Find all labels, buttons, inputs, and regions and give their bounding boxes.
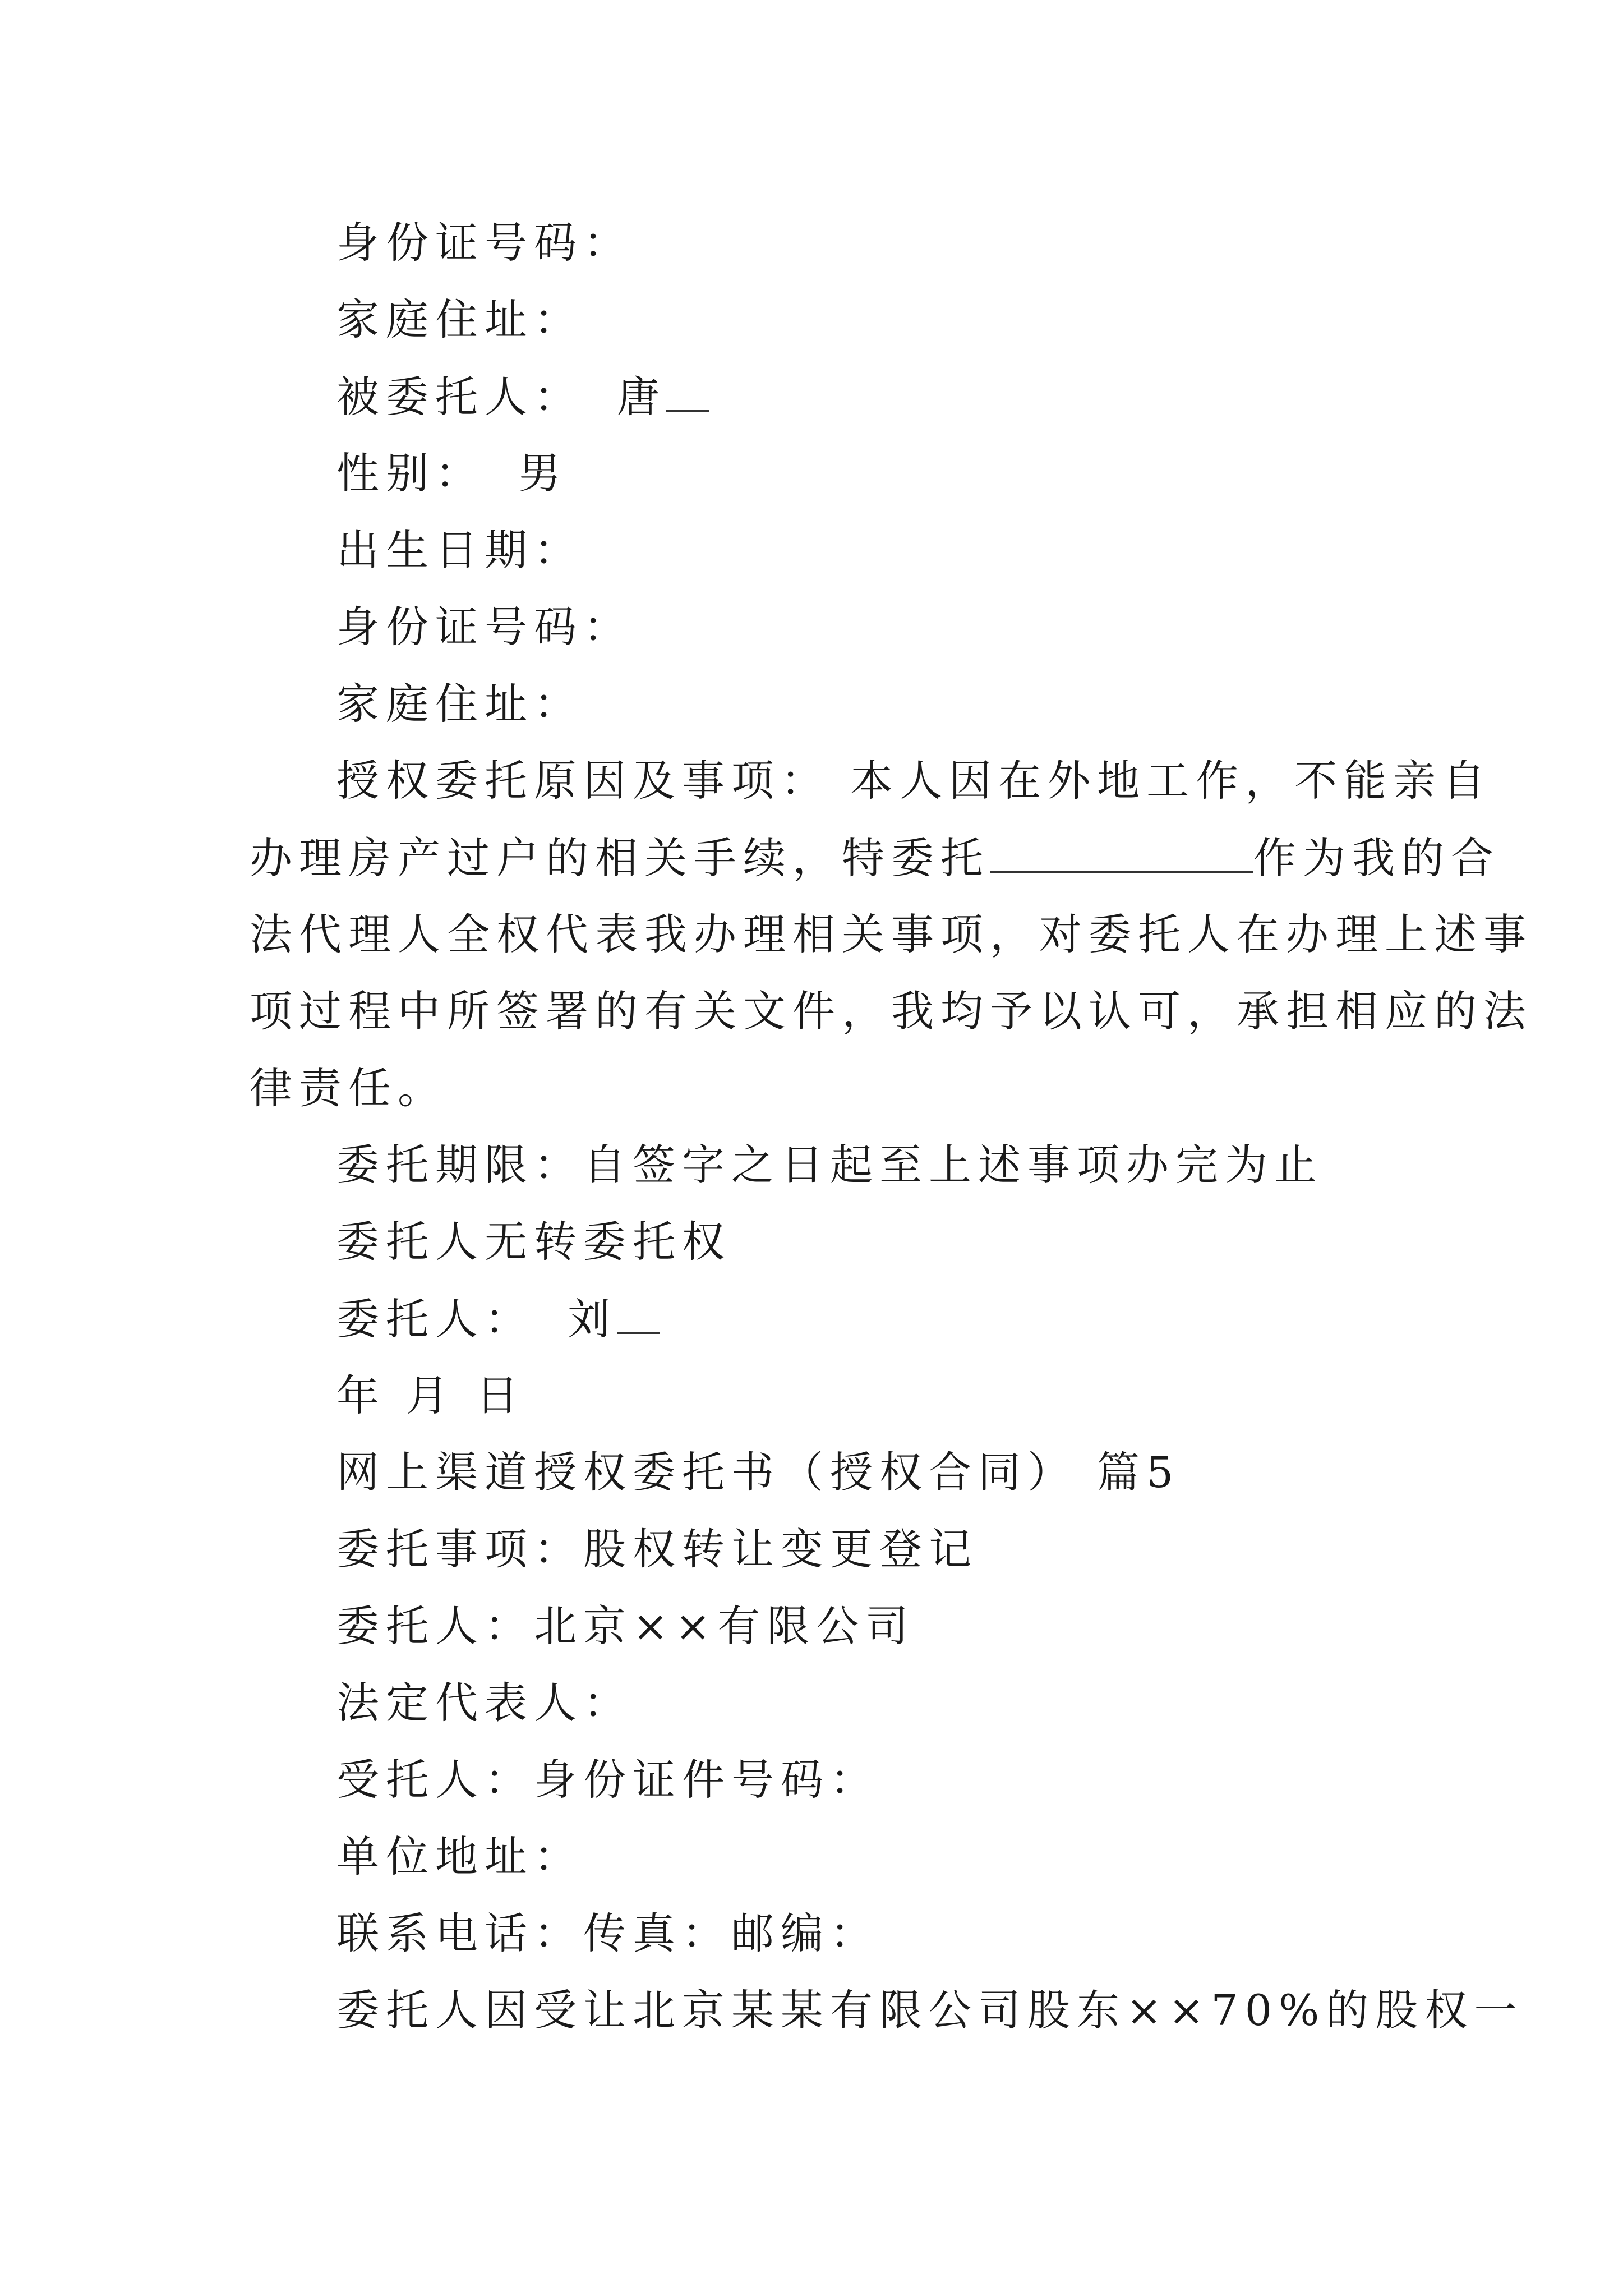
home-address-field-2: 家庭住址： (336, 679, 583, 729)
unit-address-line: 单位地址： (336, 1832, 583, 1881)
contact-line: 联系电话：传真：邮编： (336, 1908, 879, 1958)
gender-line (336, 448, 568, 498)
no-subdelegation-line: 委托人无转委托权 (336, 1217, 731, 1267)
body-paragraph-start: 委托人因受让北京某某有限公司股东××70%的股权一 (336, 1985, 1524, 2035)
reason-line-3: 法代理人全权代表我办理相关事项，对委托人在办理上述事 (250, 909, 1533, 959)
principal-label: 委托人： (336, 1294, 534, 1344)
trustee-name: 唐 (617, 372, 666, 422)
legal-representative-line: 法定代表人： (336, 1678, 633, 1728)
principal-name: 刘 (568, 1294, 617, 1344)
id-number-field-1: 身份证号码： (336, 218, 633, 268)
birth-date-field: 出生日期： (336, 525, 583, 575)
trustee-name-blank (666, 375, 709, 412)
date-line: 年 月 日 (336, 1370, 525, 1420)
principal-company-line: 委托人：北京××有限公司 (336, 1601, 915, 1651)
reason-line-2-end: 作为我的合 (1253, 833, 1500, 883)
reason-line-2 (250, 833, 1500, 883)
home-address-field-1: 家庭住址： (336, 295, 583, 344)
principal-signature-line (336, 1294, 660, 1344)
reason-line-1: 授权委托原因及事项： 本人因在外地工作，不能亲自 (336, 756, 1492, 806)
reason-line-2-start: 办理房产过户的相关手续，特委托 (250, 833, 990, 883)
reason-line-4: 项过程中所签署的有关文件，我均予以认可，承担相应的法 (250, 986, 1533, 1036)
id-number-field-2: 身份证号码： (336, 602, 633, 652)
trustee-label: 被委托人： (336, 372, 583, 422)
term-line: 委托期限：自签字之日起至上述事项办完为止 (336, 1140, 1324, 1190)
reason-line-5: 律责任。 (250, 1063, 447, 1113)
trustee-line (336, 372, 709, 422)
matter-line: 委托事项：股权转让变更登记 (336, 1524, 978, 1574)
gender-value: 男 (518, 448, 568, 498)
delegate-name-blank (990, 836, 1253, 873)
principal-name-blank (617, 1297, 660, 1334)
section-heading: 网上渠道授权委托书（授权合同） 篇5 (336, 1447, 1181, 1497)
agent-line: 受托人：身份证件号码： (336, 1755, 879, 1805)
gender-label: 性别： (336, 448, 485, 498)
